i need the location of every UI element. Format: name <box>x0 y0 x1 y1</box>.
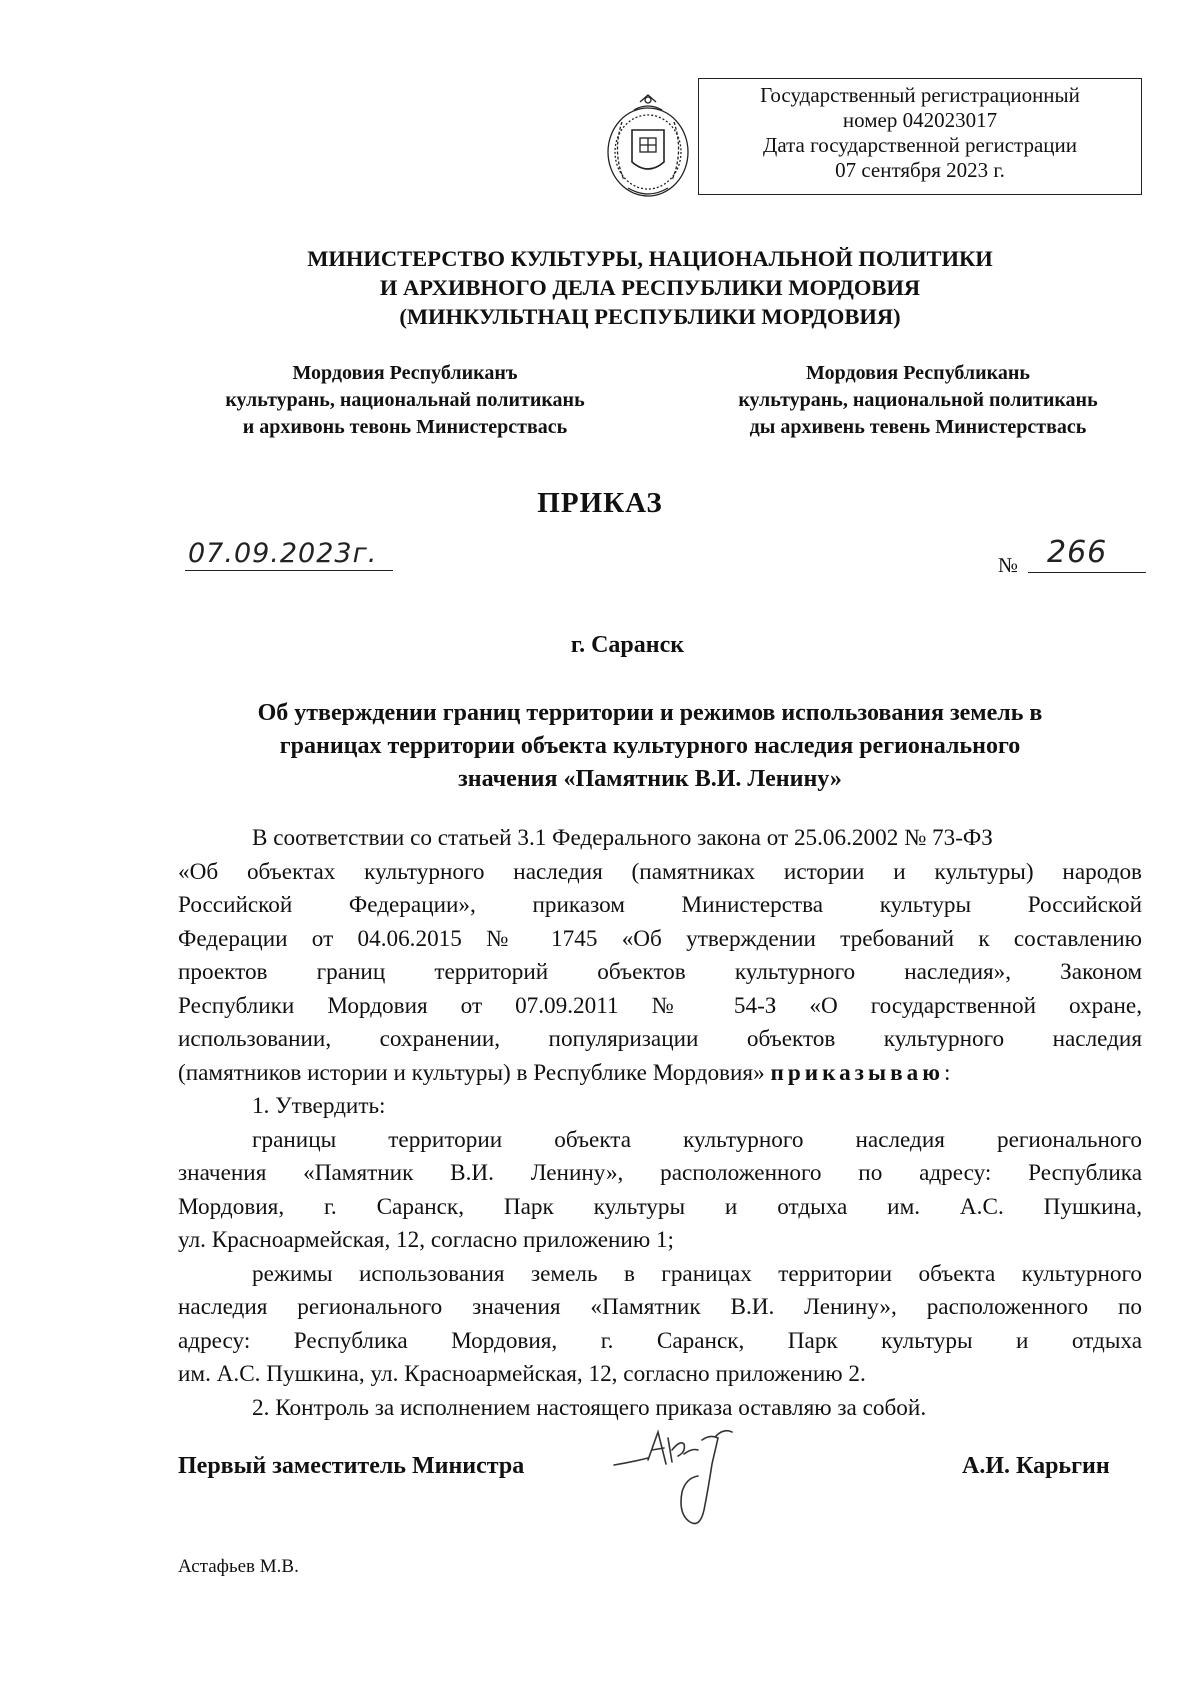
body-line: Мордовия, г. Саранск, Парк культуры и отдыха им. А.С. Пушкина, <box>178 1193 1142 1220</box>
body-line: 2. Контроль за исполнением настоящего приказа оставляю за собой. <box>252 1394 927 1421</box>
body-line: проектов границ территорий объектов культурного наследия», Законом <box>178 959 1142 985</box>
body-line: Российской Федерации», приказом Министерства культуры Российской <box>178 892 1142 918</box>
body-line: использовании, сохранении, популяризации объектов культурного наследия <box>178 1026 1142 1052</box>
moksha-line-2: культурань, национальнай политикань <box>225 389 585 411</box>
ministry-line-3: (МИНКУЛЬТНАЦ РЕСПУБЛИКИ МОРДОВИЯ) <box>399 304 901 329</box>
body-line: им. А.С. Пушкина, ул. Красноармейская, 12, согласно приложению 2. <box>178 1361 866 1387</box>
number-underline <box>1028 572 1146 573</box>
body-line: наследия регионального значения «Памятник В.И. Ленину», расположенного по <box>178 1294 1142 1320</box>
registration-line-2: номер 042023017 <box>842 108 998 132</box>
erzya-line-1: Мордовия Республикань <box>805 362 1030 384</box>
document-type: ПРИКАЗ <box>537 487 663 519</box>
body-line: В соответствии со статьей 3.1 Федерального закона от 25.06.2002 № 73-ФЗ <box>252 825 993 851</box>
coat-of-arms-emblem <box>602 92 694 206</box>
body-line: 1. Утвердить: <box>252 1093 386 1119</box>
body-text-span: (памятников истории и культуры) в Республике Мордовия» <box>178 1059 771 1086</box>
body-line: адресу: Республика Мордовия, г. Саранск, Парк культуры и отдыха <box>178 1327 1142 1354</box>
handwritten-signature <box>612 1420 772 1530</box>
body-line: Республики Мордовия от 07.09.2011 № 54-З «О государственной охране, <box>178 992 1142 1019</box>
city: г. Саранск <box>570 632 685 658</box>
moksha-line-3: и архивонь тевонь Министерствась <box>242 416 568 438</box>
title-line-2: границах территории объекта культурного наследия регионального <box>279 733 1021 759</box>
erzya-ministry-name <box>688 360 1148 441</box>
body-colon: : <box>943 1059 951 1086</box>
title-line-1: Об утверждении границ территории и режимов использования земель в <box>257 700 1043 726</box>
body-line: режимы использования земель в границах территории объекта культурного <box>252 1260 1142 1287</box>
title-line-3: значения «Памятник В.И. Ленину» <box>458 766 842 792</box>
body-line <box>178 1057 1142 1091</box>
document-title <box>150 697 1150 796</box>
erzya-line-2: культурань, национальной политикань <box>738 389 1098 411</box>
executor-name: Астафьев М.В. <box>178 1556 299 1577</box>
order-word: приказываю <box>770 1059 944 1086</box>
body-line: значения «Памятник В.И. Ленину», расположенного по адресу: Республика <box>178 1160 1142 1186</box>
registration-line-1: Государственный регистрационный <box>760 83 1080 107</box>
body-line: Федерации от 04.06.2015 № 1745 «Об утверждении требований к составлению <box>178 925 1142 952</box>
ministry-line-1: МИНИСТЕРСТВО КУЛЬТУРЫ, НАЦИОНАЛЬНОЙ ПОЛИТИКИ <box>307 246 993 271</box>
body-line: границы территории объекта культурного наследия регионального <box>252 1126 1142 1153</box>
ministry-line-2: И АРХИВНОГО ДЕЛА РЕСПУБЛИКИ МОРДОВИЯ <box>379 275 921 300</box>
handwritten-number: 266 <box>1047 535 1108 570</box>
registration-line-3: Дата государственной регистрации <box>763 133 1077 157</box>
moksha-ministry-name <box>175 360 635 441</box>
handwritten-date: 07.09.2023г. <box>188 538 378 569</box>
moksha-line-1: Мордовия Республиканъ <box>292 362 518 384</box>
body-line: ул. Красноармейская, 12, согласно приложению 1; <box>178 1227 674 1253</box>
registration-line-4: 07 сентября 2023 г. <box>835 158 1005 182</box>
body-line: «Об объектах культурного наследия (памятниках истории и культуры) народов <box>178 858 1142 885</box>
date-underline <box>185 570 393 571</box>
erzya-line-3: ды архивень тевень Министерствась <box>749 416 1087 438</box>
ministry-header <box>150 244 1150 331</box>
document-body <box>178 822 1142 1425</box>
number-label: № <box>998 553 1019 577</box>
signatory-name: А.И. Карьгин <box>962 1453 1110 1479</box>
registration-stamp <box>698 78 1142 195</box>
signatory-role: Первый заместитель Министра <box>178 1453 525 1479</box>
